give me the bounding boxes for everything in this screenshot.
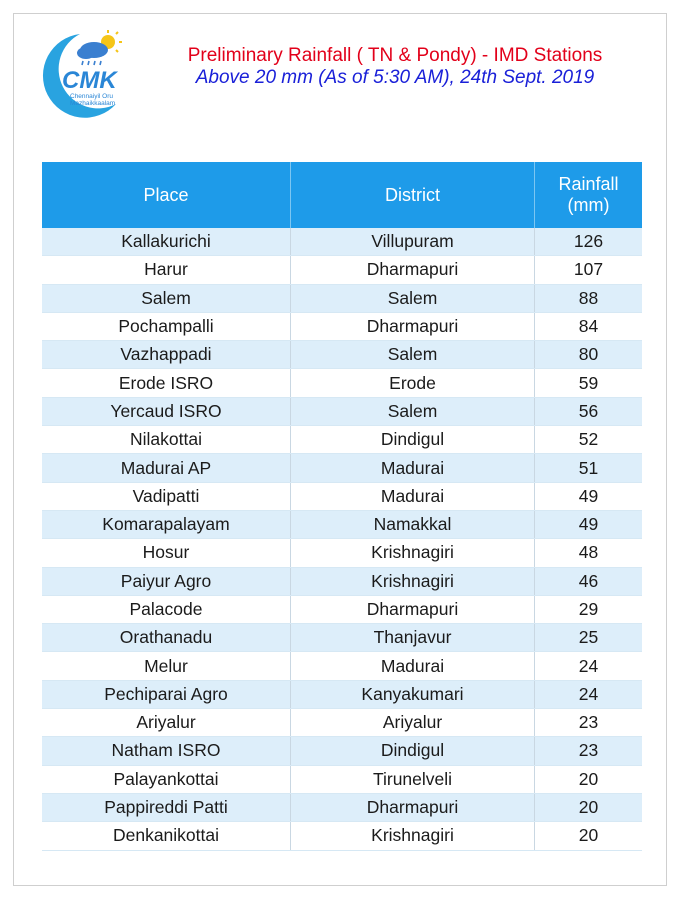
cell-district: Madurai [291,454,535,481]
cell-place: Palacode [42,596,291,623]
cell-place: Orathanadu [42,624,291,651]
cell-place: Pappireddi Patti [42,794,291,821]
logo-caption-1: Chennaiyil Oru [70,93,113,100]
cell-rainfall: 48 [578,542,599,563]
cell-rainfall: 51 [578,457,599,478]
cell-rainfall: 88 [578,287,599,308]
cell-district: Dharmapuri [291,313,535,340]
title-line-1: Preliminary Rainfall ( TN & Pondy) - IMD Stations [187,45,603,66]
cell-district: Erode [291,369,535,396]
cell-place: Palayankottai [42,766,291,793]
cell-rainfall: 49 [578,485,599,506]
cell-district: Thanjavur [291,624,535,651]
table-row [42,511,642,539]
cell-district: Kanyakumari [291,681,535,708]
cell-rainfall: 49 [578,514,599,535]
cell-district: Krishnagiri [291,539,535,566]
cell-rainfall: 24 [578,683,599,704]
cell-rainfall: 59 [578,372,599,393]
table-row [42,794,642,822]
cell-rainfall: 24 [578,655,599,676]
table-row [42,369,642,397]
cell-rainfall: 23 [578,712,599,733]
header-district: District [291,162,535,228]
header-rainfall: Rainfall (mm) [558,174,619,215]
cmk-logo-graphic [28,28,128,123]
title-line-2: Above 20 mm (As of 5:30 AM), 24th Sept. 2019 [195,67,595,88]
table-row [42,652,642,680]
cell-place: Paiyur Agro [42,568,291,595]
table-row [42,766,642,794]
table-row [42,483,642,511]
cell-district: Dharmapuri [291,596,535,623]
table-row [42,285,642,313]
cell-district: Madurai [291,652,535,679]
cell-place: Denkanikottai [42,822,291,849]
cell-rainfall: 52 [578,429,599,450]
cell-rainfall: 80 [578,344,599,365]
table-row [42,454,642,482]
table-row [42,313,642,341]
cell-place: Pechiparai Agro [42,681,291,708]
cell-district: Villupuram [291,228,535,255]
logo-text: CMK [62,67,117,94]
table-body [42,228,642,851]
header-place: Place [42,162,291,228]
cell-district: Salem [291,398,535,425]
cell-place: Natham ISRO [42,737,291,764]
table-row [42,624,642,652]
cell-district: Dindigul [291,426,535,453]
table-row [42,426,642,454]
table-row [42,568,642,596]
table-row [42,596,642,624]
logo-caption-2: Mazhaikkaalam [70,100,116,107]
cell-rainfall: 84 [578,316,599,337]
table-header [42,162,642,228]
rainfall-table [42,162,642,851]
cell-place: Komarapalayam [42,511,291,538]
cell-place: Harur [42,256,291,283]
cell-district: Ariyalur [291,709,535,736]
cell-rainfall: 20 [578,825,599,846]
table-row [42,539,642,567]
cell-place: Ariyalur [42,709,291,736]
cell-rainfall: 20 [578,797,599,818]
table-row [42,737,642,765]
cell-district: Tirunelveli [291,766,535,793]
cell-district: Namakkal [291,511,535,538]
cell-place: Nilakottai [42,426,291,453]
cell-place: Vadipatti [42,483,291,510]
cell-rainfall: 126 [573,231,604,252]
cell-rainfall: 20 [578,768,599,789]
cell-rainfall: 46 [578,570,599,591]
cell-place: Madurai AP [42,454,291,481]
cell-rainfall: 56 [578,400,599,421]
table-row [42,681,642,709]
cell-district: Krishnagiri [291,822,535,849]
cell-district: Dharmapuri [291,256,535,283]
cell-district: Madurai [291,483,535,510]
cell-district: Salem [291,341,535,368]
table-row [42,709,642,737]
table-row [42,398,642,426]
cmk-logo [28,28,128,123]
cell-rainfall: 29 [578,599,599,619]
table-row [42,341,642,369]
title-block [150,45,640,89]
cell-rainfall: 25 [578,627,599,648]
cell-district: Salem [291,285,535,312]
cell-place: Kallakurichi [42,228,291,255]
table-row [42,822,642,850]
cell-place: Salem [42,285,291,312]
cell-place: Pochampalli [42,313,291,340]
table-row [42,228,642,256]
table-row [42,256,642,284]
cell-district: Dindigul [291,737,535,764]
cell-place: Vazhappadi [42,341,291,368]
cell-rainfall: 23 [578,740,599,761]
cell-place: Melur [42,652,291,679]
cell-district: Dharmapuri [291,794,535,821]
cell-place: Hosur [42,539,291,566]
cell-district: Krishnagiri [291,568,535,595]
cell-rainfall: 107 [573,259,604,280]
cell-place: Erode ISRO [42,369,291,396]
cell-place: Yercaud ISRO [42,398,291,425]
